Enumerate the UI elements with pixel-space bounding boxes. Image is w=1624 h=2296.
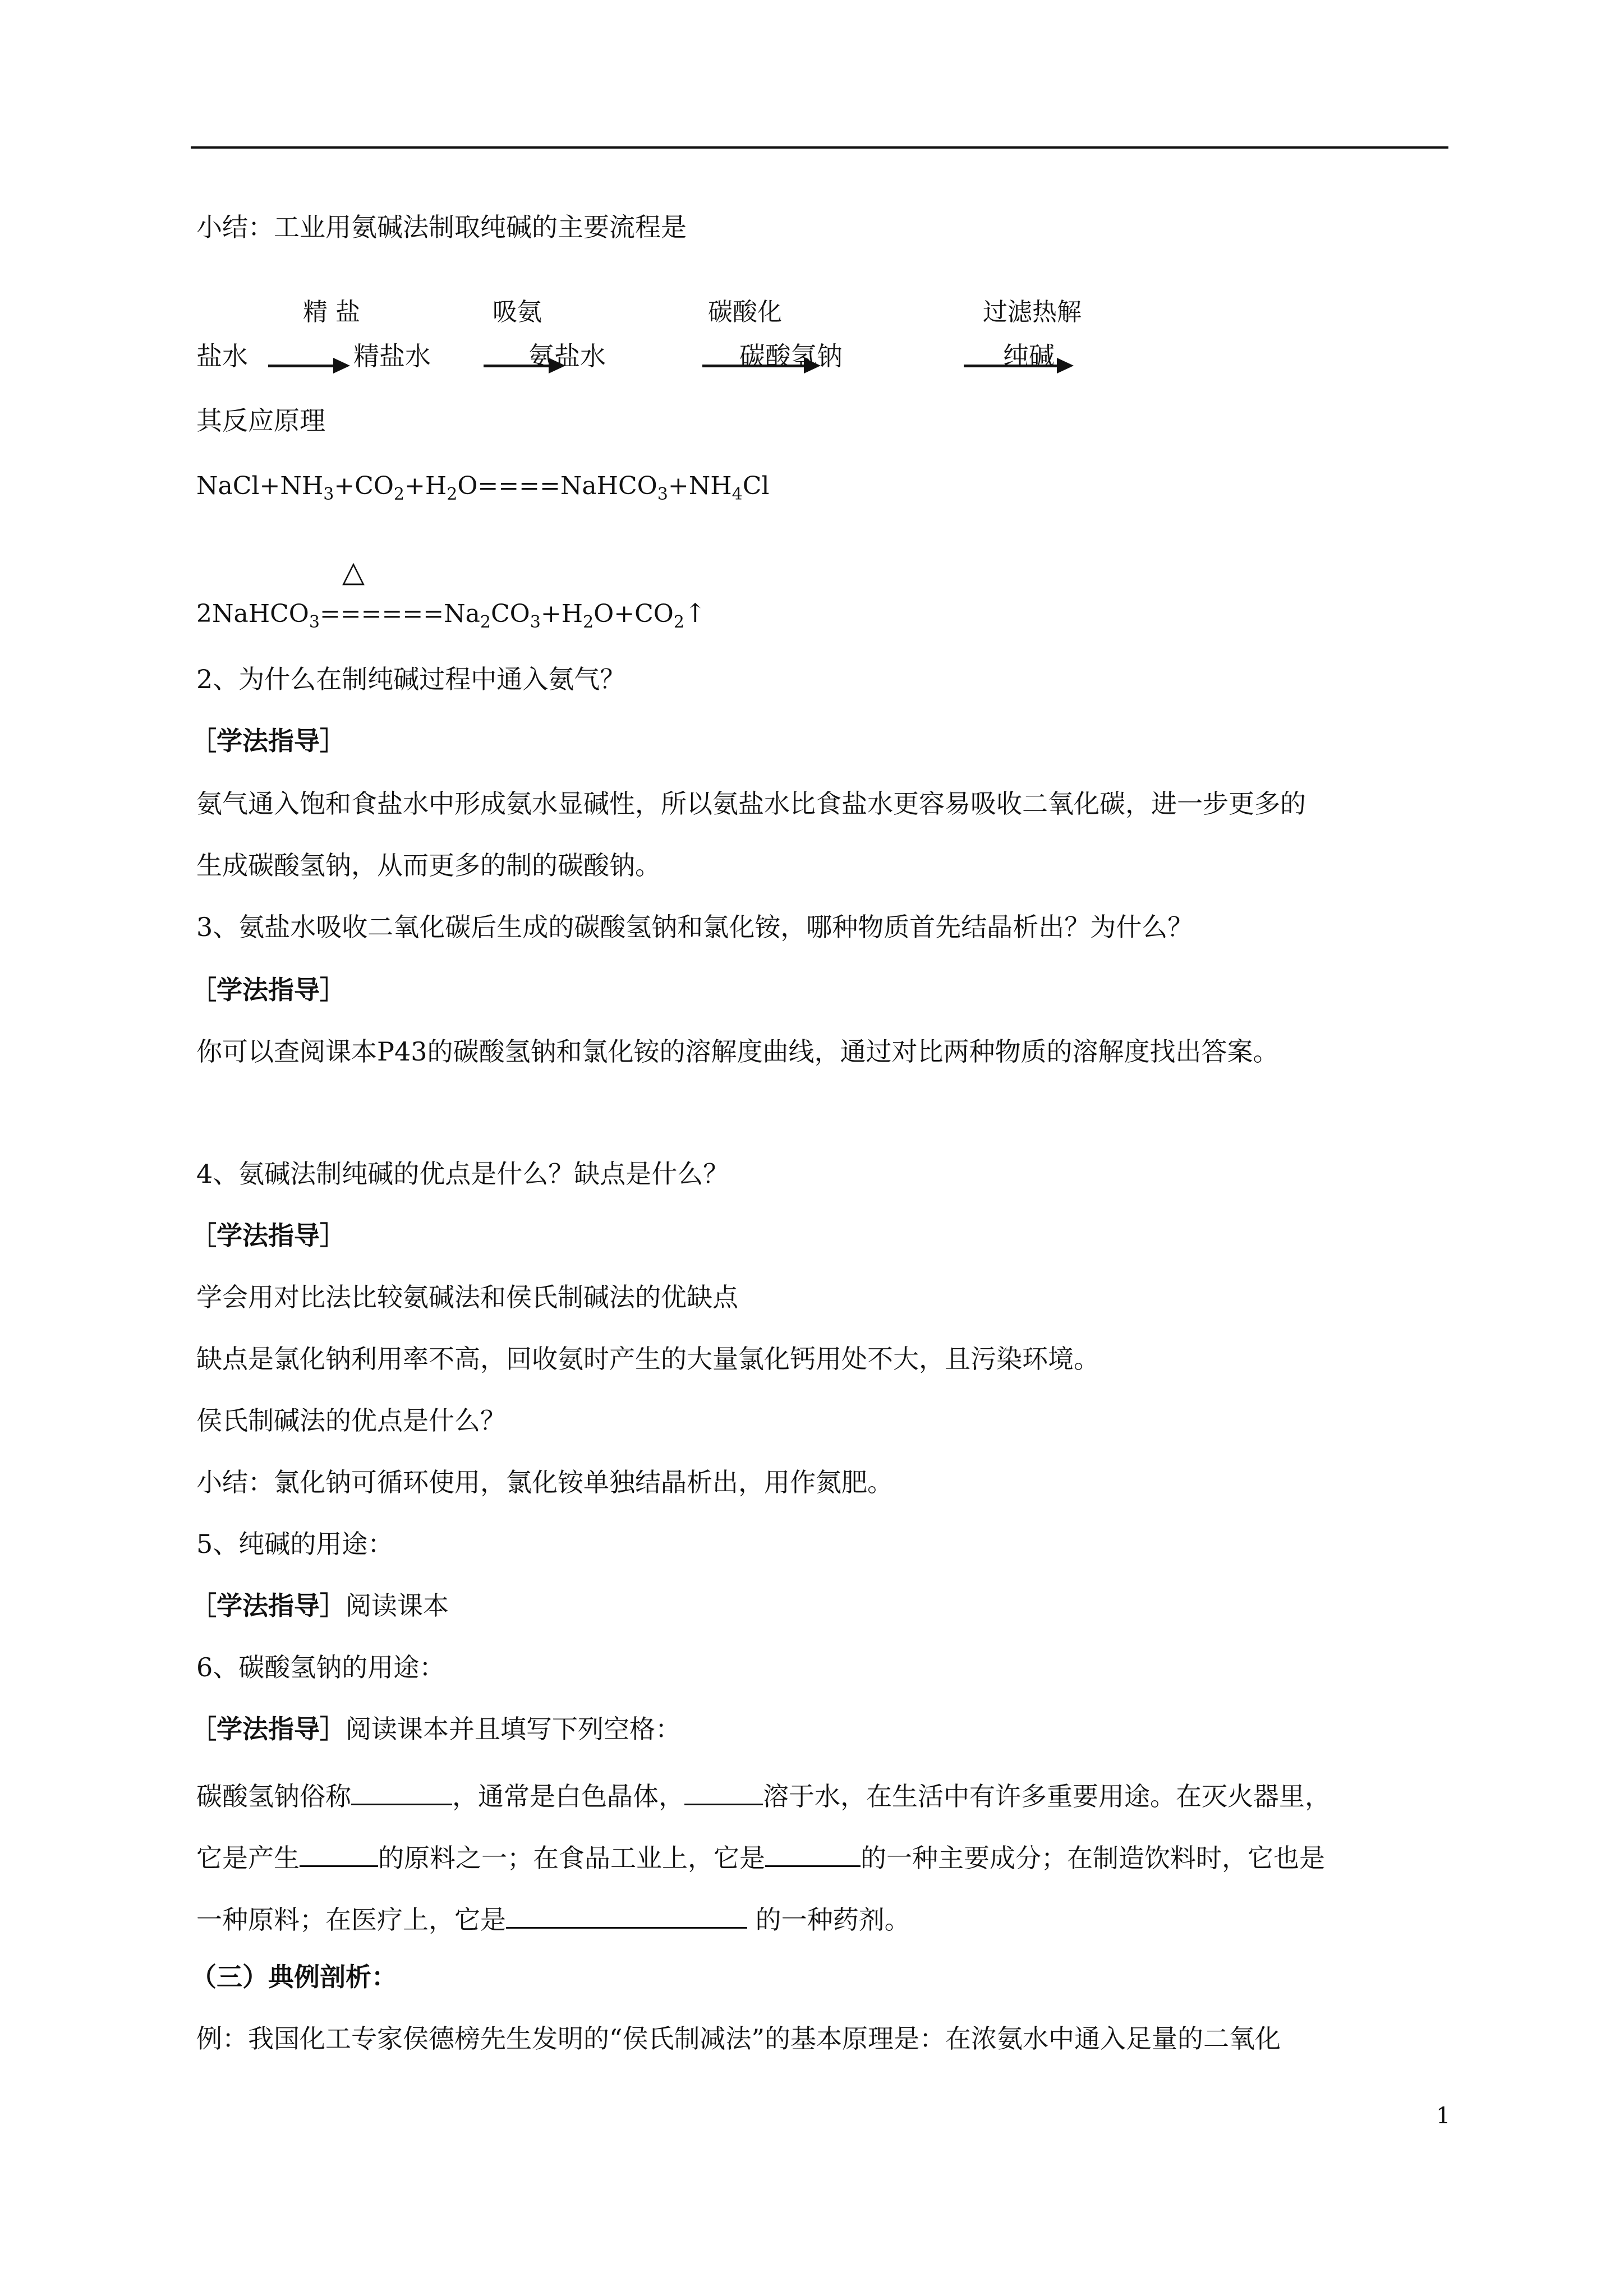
flow-material: 纯碱 [1003,341,1055,371]
answer-4-line-3: 侯氏制碱法的优点是什么？ [196,1405,506,1436]
answer-3: 你可以查阅课本P43的碳酸氢钠和氯化铵的溶解度曲线，通过对比两种物质的溶解度找出答案。 [196,1036,1279,1067]
answer-6: ［学法指导］阅读课本并且填写下列空格： [191,1714,681,1744]
reaction-heading: 其反应原理 [196,405,325,436]
answer-4-line-4: 小结：氯化钠可循环使用，氯化铵单独结晶析出，用作氮肥。 [196,1467,893,1497]
flow-step-label: 吸氨 [493,298,542,326]
gas-arrow-icon: ↑ [684,598,706,628]
guide-label: ［学法指导］ [191,1220,346,1251]
fill-line-2: 它是产生 的原料之一；在食品工业上，它是 的一种主要成分；在制造饮料时，它也是 [196,1841,1325,1871]
equation-2: $2NaHCO_3======Na_2CO_3+H_2O+CO_2↑$ [196,598,706,632]
answer-4-line-1: 学会用对比法比较氨碱法和侯氏制碱法的优缺点 [196,1282,738,1312]
heat-triangle-icon: △ [342,555,365,589]
section-heading: （三）典例剖析： [191,1962,397,1992]
summary-heading: 小结：工业用氨碱法制取纯碱的主要流程是 [196,212,687,242]
fill-blank [351,1779,452,1805]
fill-blank [765,1841,861,1867]
fill-line-3: 一种原料；在医疗上，它是 的一种药剂。 [196,1902,910,1933]
flow-material: 碳酸氢钠 [739,341,843,371]
question-6: 6、碳酸氢钠的用途： [196,1652,445,1682]
question-4: 4、氨碱法制纯碱的优点是什么？缺点是什么？ [196,1159,729,1189]
flow-step-label: 过滤热解 [983,298,1082,326]
flow-material: 精盐水 [353,341,431,371]
guide-label: ［学法指导］ [191,726,346,756]
flow-material: 氨盐水 [528,341,606,371]
flow-arrow [268,365,347,367]
guide-label: ［学法指导］ [191,975,346,1005]
equation-1: $NaCl+NH_3+CO_2+H_2O====NaHCO_3+NH_4Cl$ [196,472,770,504]
page-number: 1 [1436,2103,1451,2129]
question-3: 3、氨盐水吸收二氧化碳后生成的碳酸氢钠和氯化铵，哪种物质首先结晶析出？为什么？ [196,912,1194,942]
flow-step-label: 精 盐 [303,298,360,326]
fill-blank [684,1779,763,1805]
flow-step-label: 碳酸化 [708,298,782,326]
fill-blank [300,1841,378,1867]
answer-2-line-1: 氨气通入饱和食盐水中形成氨水显碱性，所以氨盐水比食盐水更容易吸收二氧化碳，进一步更多的 [196,789,1306,819]
flow-material: 盐水 [196,341,248,371]
header-rule [191,146,1448,149]
answer-5: ［学法指导］阅读课本 [191,1590,449,1621]
answer-2-line-2: 生成碳酸氢钠，从而更多的制的碳酸钠。 [196,850,661,880]
fill-blank [506,1902,747,1929]
fill-line-1: 碳酸氢钠俗称 ，通常是白色晶体， 溶于水，在生活中有许多重要用途。在灭火器里， [196,1779,1331,1809]
question-2: 2、为什么在制纯碱过程中通入氨气？ [196,664,626,694]
answer-4-line-2: 缺点是氯化钠利用率不高，回收氨时产生的大量氯化钙用处不大，且污染环境。 [196,1344,1099,1374]
question-5: 5、纯碱的用途： [196,1529,394,1559]
example-text: 例：我国化工专家侯德榜先生发明的“侯氏制减法”的基本原理是：在浓氨水中通入足量的二氧化 [196,2023,1281,2054]
